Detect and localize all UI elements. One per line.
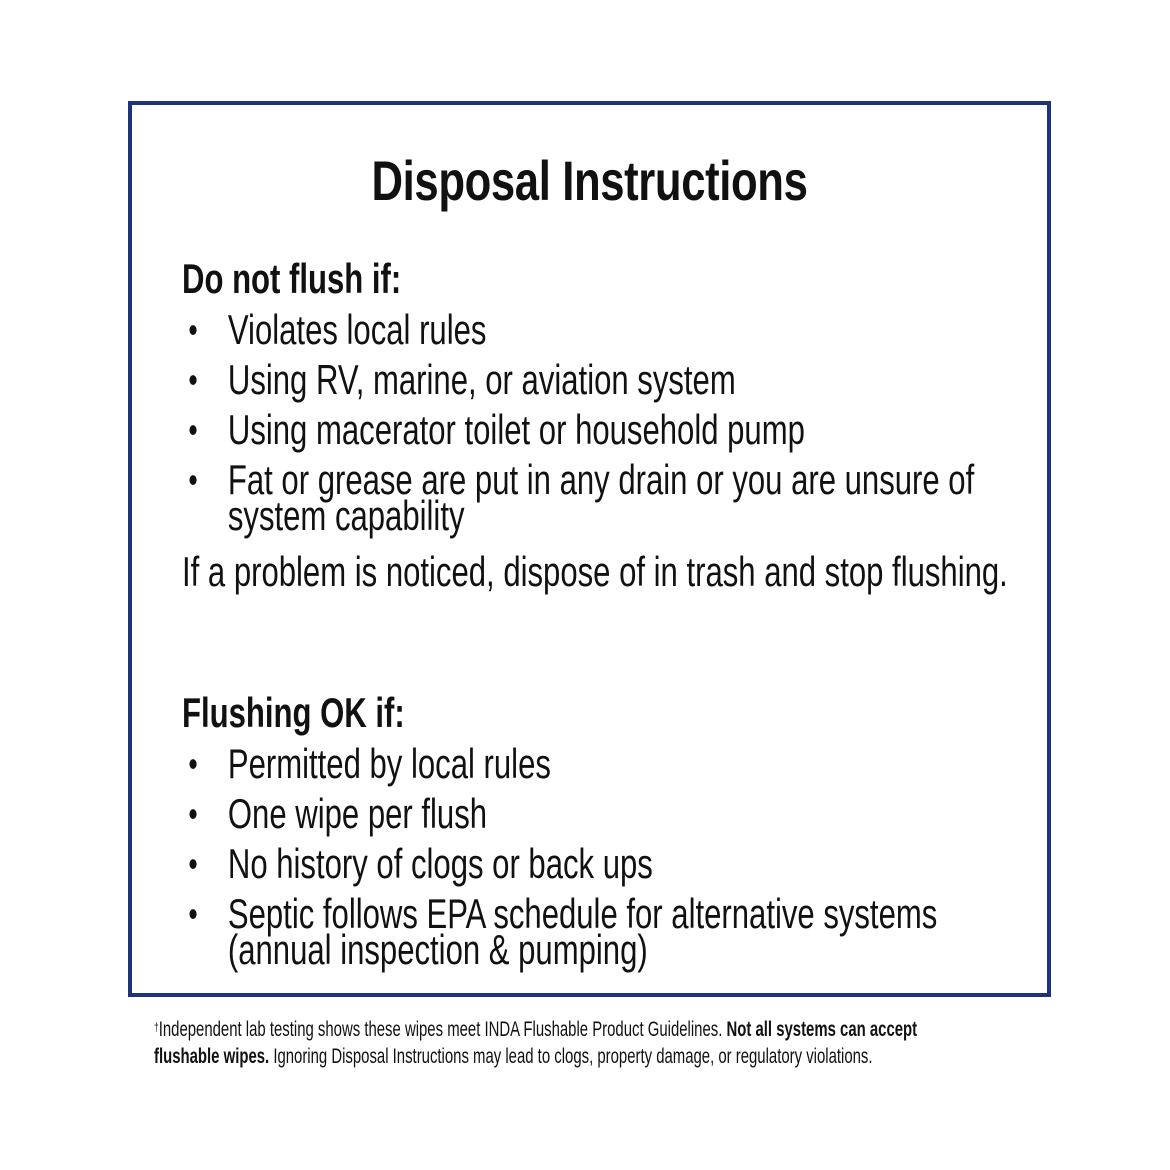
bullet-icon: •	[188, 409, 198, 450]
bullet-icon: •	[188, 309, 198, 350]
do-not-flush-heading: Do not flush if:	[182, 255, 402, 302]
section-spacer	[182, 639, 981, 687]
footnote	[154, 1016, 1020, 1070]
problem-note: If a problem is noticed, dispose of in trash and stop flushing.	[182, 548, 1008, 595]
list-item-continuation: system capability	[227, 492, 465, 539]
list-item	[182, 405, 981, 455]
list-item	[182, 789, 981, 839]
list-item	[182, 455, 981, 539]
list-item-text: One wipe per flush	[227, 790, 488, 837]
bullet-icon: •	[188, 793, 198, 834]
footnote-bold-1: Not all systems can accept	[726, 1018, 918, 1041]
footnote-text-2: Ignoring Disposal Instructions may lead to clogs, property damage, or regulatory violations.	[269, 1045, 873, 1068]
footnote-line-1	[154, 1016, 1020, 1043]
dagger-mark: †	[154, 1020, 159, 1034]
panel-title: Disposal Instructions	[371, 149, 808, 212]
list-item-text: Using macerator toilet or household pump	[227, 406, 805, 453]
flushing-ok-list	[182, 739, 981, 973]
footnote-line-2	[154, 1043, 1020, 1070]
list-item-text: Septic follows EPA schedule for alternative systems	[227, 890, 938, 937]
list-item-text: Permitted by local rules	[227, 740, 551, 787]
do-not-flush-list	[182, 305, 981, 539]
list-item-continuation: (annual inspection & pumping)	[227, 926, 648, 973]
list-item	[182, 355, 981, 405]
footnote-text-1: Independent lab testing shows these wipes meet INDA Flushable Product Guidelines.	[158, 1018, 727, 1041]
list-item-text: No history of clogs or back ups	[227, 840, 653, 887]
bullet-icon: •	[188, 843, 198, 884]
disposal-instructions-panel	[128, 101, 1051, 997]
bullet-icon: •	[188, 359, 198, 400]
panel-content	[182, 253, 1008, 973]
list-item	[182, 839, 981, 889]
flushing-ok-heading: Flushing OK if:	[182, 689, 405, 736]
bullet-icon: •	[188, 893, 198, 934]
bullet-icon: •	[188, 743, 198, 784]
list-item	[182, 889, 981, 973]
list-item-text: Fat or grease are put in any drain or you are unsure of	[227, 456, 975, 503]
list-item-text: Using RV, marine, or aviation system	[227, 356, 736, 403]
bullet-icon: •	[188, 459, 198, 500]
footnote-bold-2: flushable wipes.	[154, 1045, 270, 1068]
list-item-text: Violates local rules	[227, 306, 487, 353]
list-item	[182, 305, 981, 355]
list-item	[182, 739, 981, 789]
